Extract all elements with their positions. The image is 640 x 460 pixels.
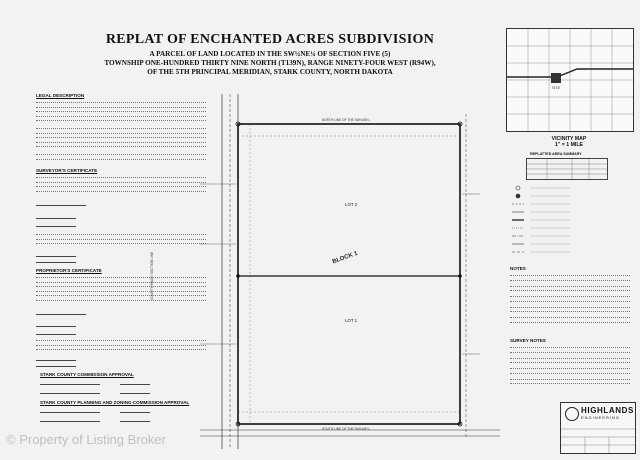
surveyors-certificate-heading: SURVEYOR'S CERTIFICATE [36, 168, 98, 173]
block-label: BLOCK 1 [331, 250, 359, 266]
listing-watermark: © Property of Listing Broker [6, 432, 166, 447]
signature-line [36, 326, 76, 327]
signature-line [120, 412, 150, 413]
legend-symbols [510, 184, 630, 260]
notes-text-block [510, 273, 630, 331]
county-commission-heading: STARK COUNTY COMMISSION APPROVAL [40, 372, 134, 377]
vicinity-map-grid [507, 29, 633, 131]
company-subname: ENGINEERING [581, 415, 621, 420]
plat-drawing [180, 84, 510, 454]
vicinity-title-text: VICINITY MAP [551, 136, 587, 142]
signature-line [36, 366, 76, 367]
proprietors-certificate-heading: PROPRIETOR'S CERTIFICATE [36, 268, 102, 273]
road-label: COUNTY ROAD / SECTION LINE [150, 251, 154, 300]
signature-line [36, 262, 76, 263]
vicinity-site-label: SITE [552, 86, 560, 90]
legal-description-heading: LEGAL DESCRIPTION [36, 93, 85, 98]
plat-title: REPLAT OF ENCHANTED ACRES SUBDIVISION [105, 32, 435, 47]
signature-line [120, 393, 150, 394]
signature-line [36, 256, 76, 257]
subtitle-line-1: A PARCEL OF LAND LOCATED IN THE SW¼NE¼ OF SECTION FIVE (5) [149, 50, 391, 58]
signature-line [120, 421, 150, 422]
signature-line [120, 384, 150, 385]
vicinity-map [506, 28, 634, 132]
subtitle-line-3: OF THE 5TH PRINCIPAL MERIDIAN, STARK COUNTY, NORTH DAKOTA [147, 68, 393, 76]
company-name: HIGHLANDS [581, 406, 634, 415]
signature-line [36, 314, 86, 315]
signature-line [36, 205, 86, 206]
replat-summary-title: REPLATTED AREA SUMMARY [530, 152, 582, 156]
signature-line [36, 218, 76, 219]
summary-table-grid [527, 159, 607, 179]
signature-line [40, 412, 100, 413]
planning-zoning-heading: STARK COUNTY PLANNING AND ZONING COMMISSION APPROVAL [40, 400, 190, 405]
signature-line [36, 226, 76, 227]
title-block [560, 402, 636, 454]
signature-line [40, 421, 100, 422]
north-line-label: NORTH LINE OF THE SW¼NE¼ [322, 118, 370, 122]
vicinity-map-title [506, 136, 632, 148]
south-line-label: SOUTH LINE OF THE SW¼NE¼ [322, 427, 370, 431]
survey-notes-heading: SURVEY NOTES [510, 338, 546, 343]
company-logo-icon [565, 407, 579, 421]
signature-line [40, 384, 100, 385]
subtitle-line-2: TOWNSHIP ONE-HUNDRED THIRTY NINE NORTH (T139N), RANGE NINETY-FOUR WEST (R94W), [104, 59, 436, 67]
title-block-grid [561, 423, 635, 453]
lot-2-label: LOT 2 [345, 202, 358, 207]
vicinity-scale-text: 1" = 1 MILE [555, 142, 583, 148]
notes-heading: NOTES [510, 266, 526, 271]
signature-line [36, 334, 76, 335]
signature-line [36, 360, 76, 361]
replat-summary-table [526, 158, 608, 180]
lot-1-label: LOT 1 [345, 318, 358, 323]
signature-line [40, 393, 100, 394]
survey-notes-text-block [510, 345, 630, 395]
